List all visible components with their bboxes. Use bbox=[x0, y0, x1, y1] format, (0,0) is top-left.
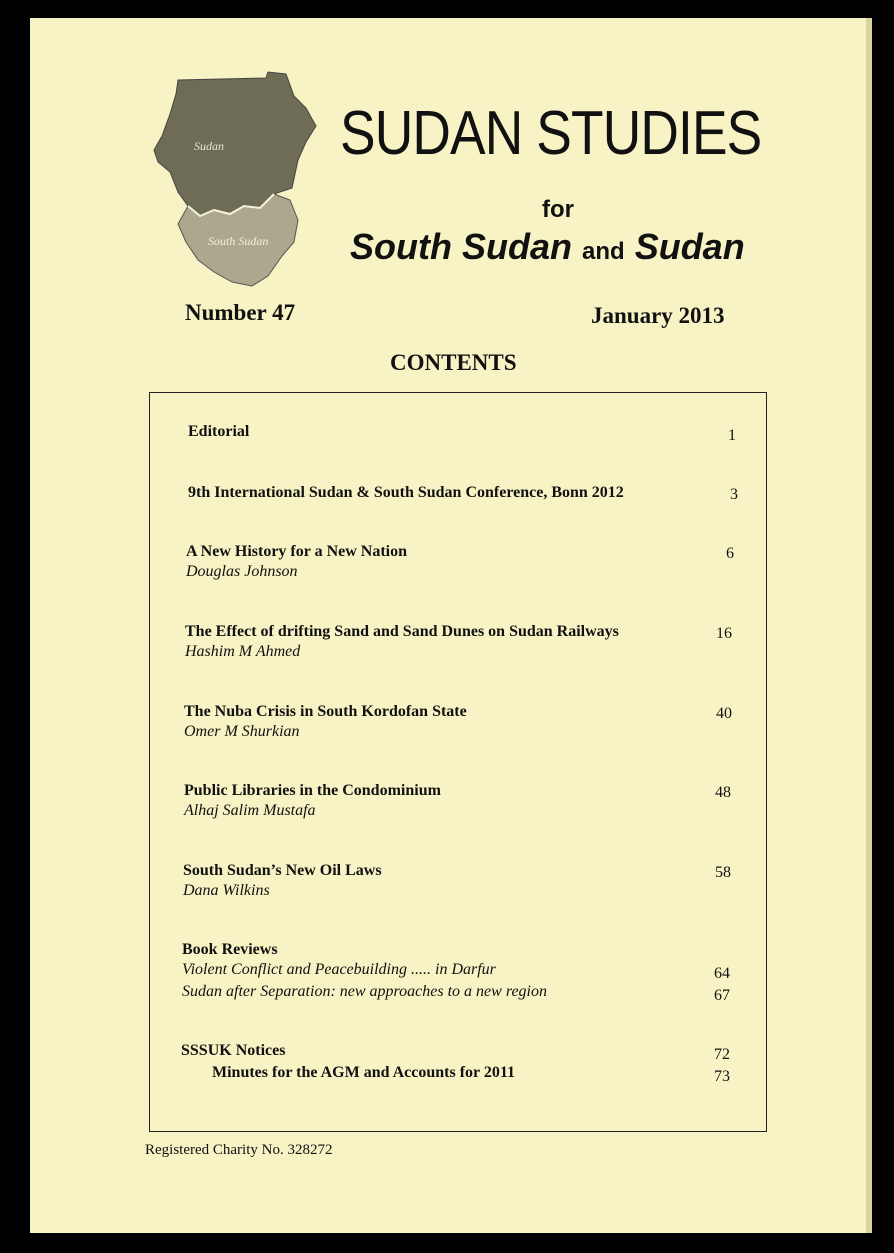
toc-entry-title: 9th International Sudan & South Sudan Conference, Bonn 2012 bbox=[188, 484, 624, 501]
toc-entry-author: Dana Wilkins bbox=[183, 882, 270, 899]
registered-charity: Registered Charity No. 328272 bbox=[145, 1142, 333, 1158]
toc-entry-page: 3 bbox=[730, 486, 738, 503]
sudan-map-icon bbox=[148, 70, 320, 288]
issue-date: January 2013 bbox=[591, 303, 725, 328]
toc-entry-author: Alhaj Salim Mustafa bbox=[184, 802, 316, 819]
journal-subtitle bbox=[350, 226, 745, 268]
toc-entry-page: 6 bbox=[726, 545, 734, 562]
sssuk-notices-item[interactable]: Minutes for the AGM and Accounts for 2011 bbox=[212, 1064, 515, 1081]
map-label-south-sudan: South Sudan bbox=[208, 234, 269, 248]
contents-heading: CONTENTS bbox=[390, 350, 517, 375]
sssuk-notices-heading[interactable]: SSSUK Notices bbox=[181, 1042, 286, 1059]
book-review-title[interactable]: Violent Conflict and Peacebuilding ..... in Darfur bbox=[182, 961, 496, 978]
toc-entry-page: 48 bbox=[715, 784, 731, 801]
toc-entry-author: Omer M Shurkian bbox=[184, 723, 300, 740]
subtitle-sudan: Sudan bbox=[634, 226, 745, 267]
toc-entry-title: The Effect of drifting Sand and Sand Dunes on Sudan Railways bbox=[185, 623, 619, 640]
book-review-page: 67 bbox=[714, 987, 730, 1004]
toc-entry-author: Douglas Johnson bbox=[186, 563, 298, 580]
toc-entry-title: A New History for a New Nation bbox=[186, 543, 408, 560]
sssuk-notices-page: 72 bbox=[714, 1046, 730, 1063]
book-review-page: 64 bbox=[714, 965, 730, 982]
toc-entry-page: 16 bbox=[716, 625, 732, 642]
journal-title: SUDAN STUDIES bbox=[340, 99, 762, 168]
sssuk-notices-item-page: 73 bbox=[714, 1068, 730, 1085]
toc-entry-title: Editorial bbox=[188, 423, 250, 440]
toc-entry-page: 1 bbox=[728, 427, 736, 444]
toc-entry-title: The Nuba Crisis in South Kordofan State bbox=[184, 703, 467, 720]
issue-number: Number 47 bbox=[185, 300, 296, 325]
toc-entry-title: South Sudan’s New Oil Laws bbox=[183, 862, 382, 879]
book-review-title[interactable]: Sudan after Separation: new approaches to a new region bbox=[182, 983, 547, 1000]
subtitle-and: and bbox=[582, 238, 625, 265]
table-of-contents bbox=[149, 392, 767, 1132]
toc-entry-title: Public Libraries in the Condominium bbox=[184, 782, 441, 799]
subtitle-south-sudan: South Sudan bbox=[350, 226, 572, 267]
toc-entry-author: Hashim M Ahmed bbox=[185, 643, 301, 660]
journal-title-for: for bbox=[542, 196, 574, 223]
toc-entry-page: 40 bbox=[716, 705, 732, 722]
sudan-north-region bbox=[154, 72, 316, 216]
book-reviews-heading: Book Reviews bbox=[182, 941, 278, 958]
toc-entry-page: 58 bbox=[715, 864, 731, 881]
journal-cover bbox=[30, 18, 872, 1233]
map-label-sudan: Sudan bbox=[194, 139, 224, 153]
